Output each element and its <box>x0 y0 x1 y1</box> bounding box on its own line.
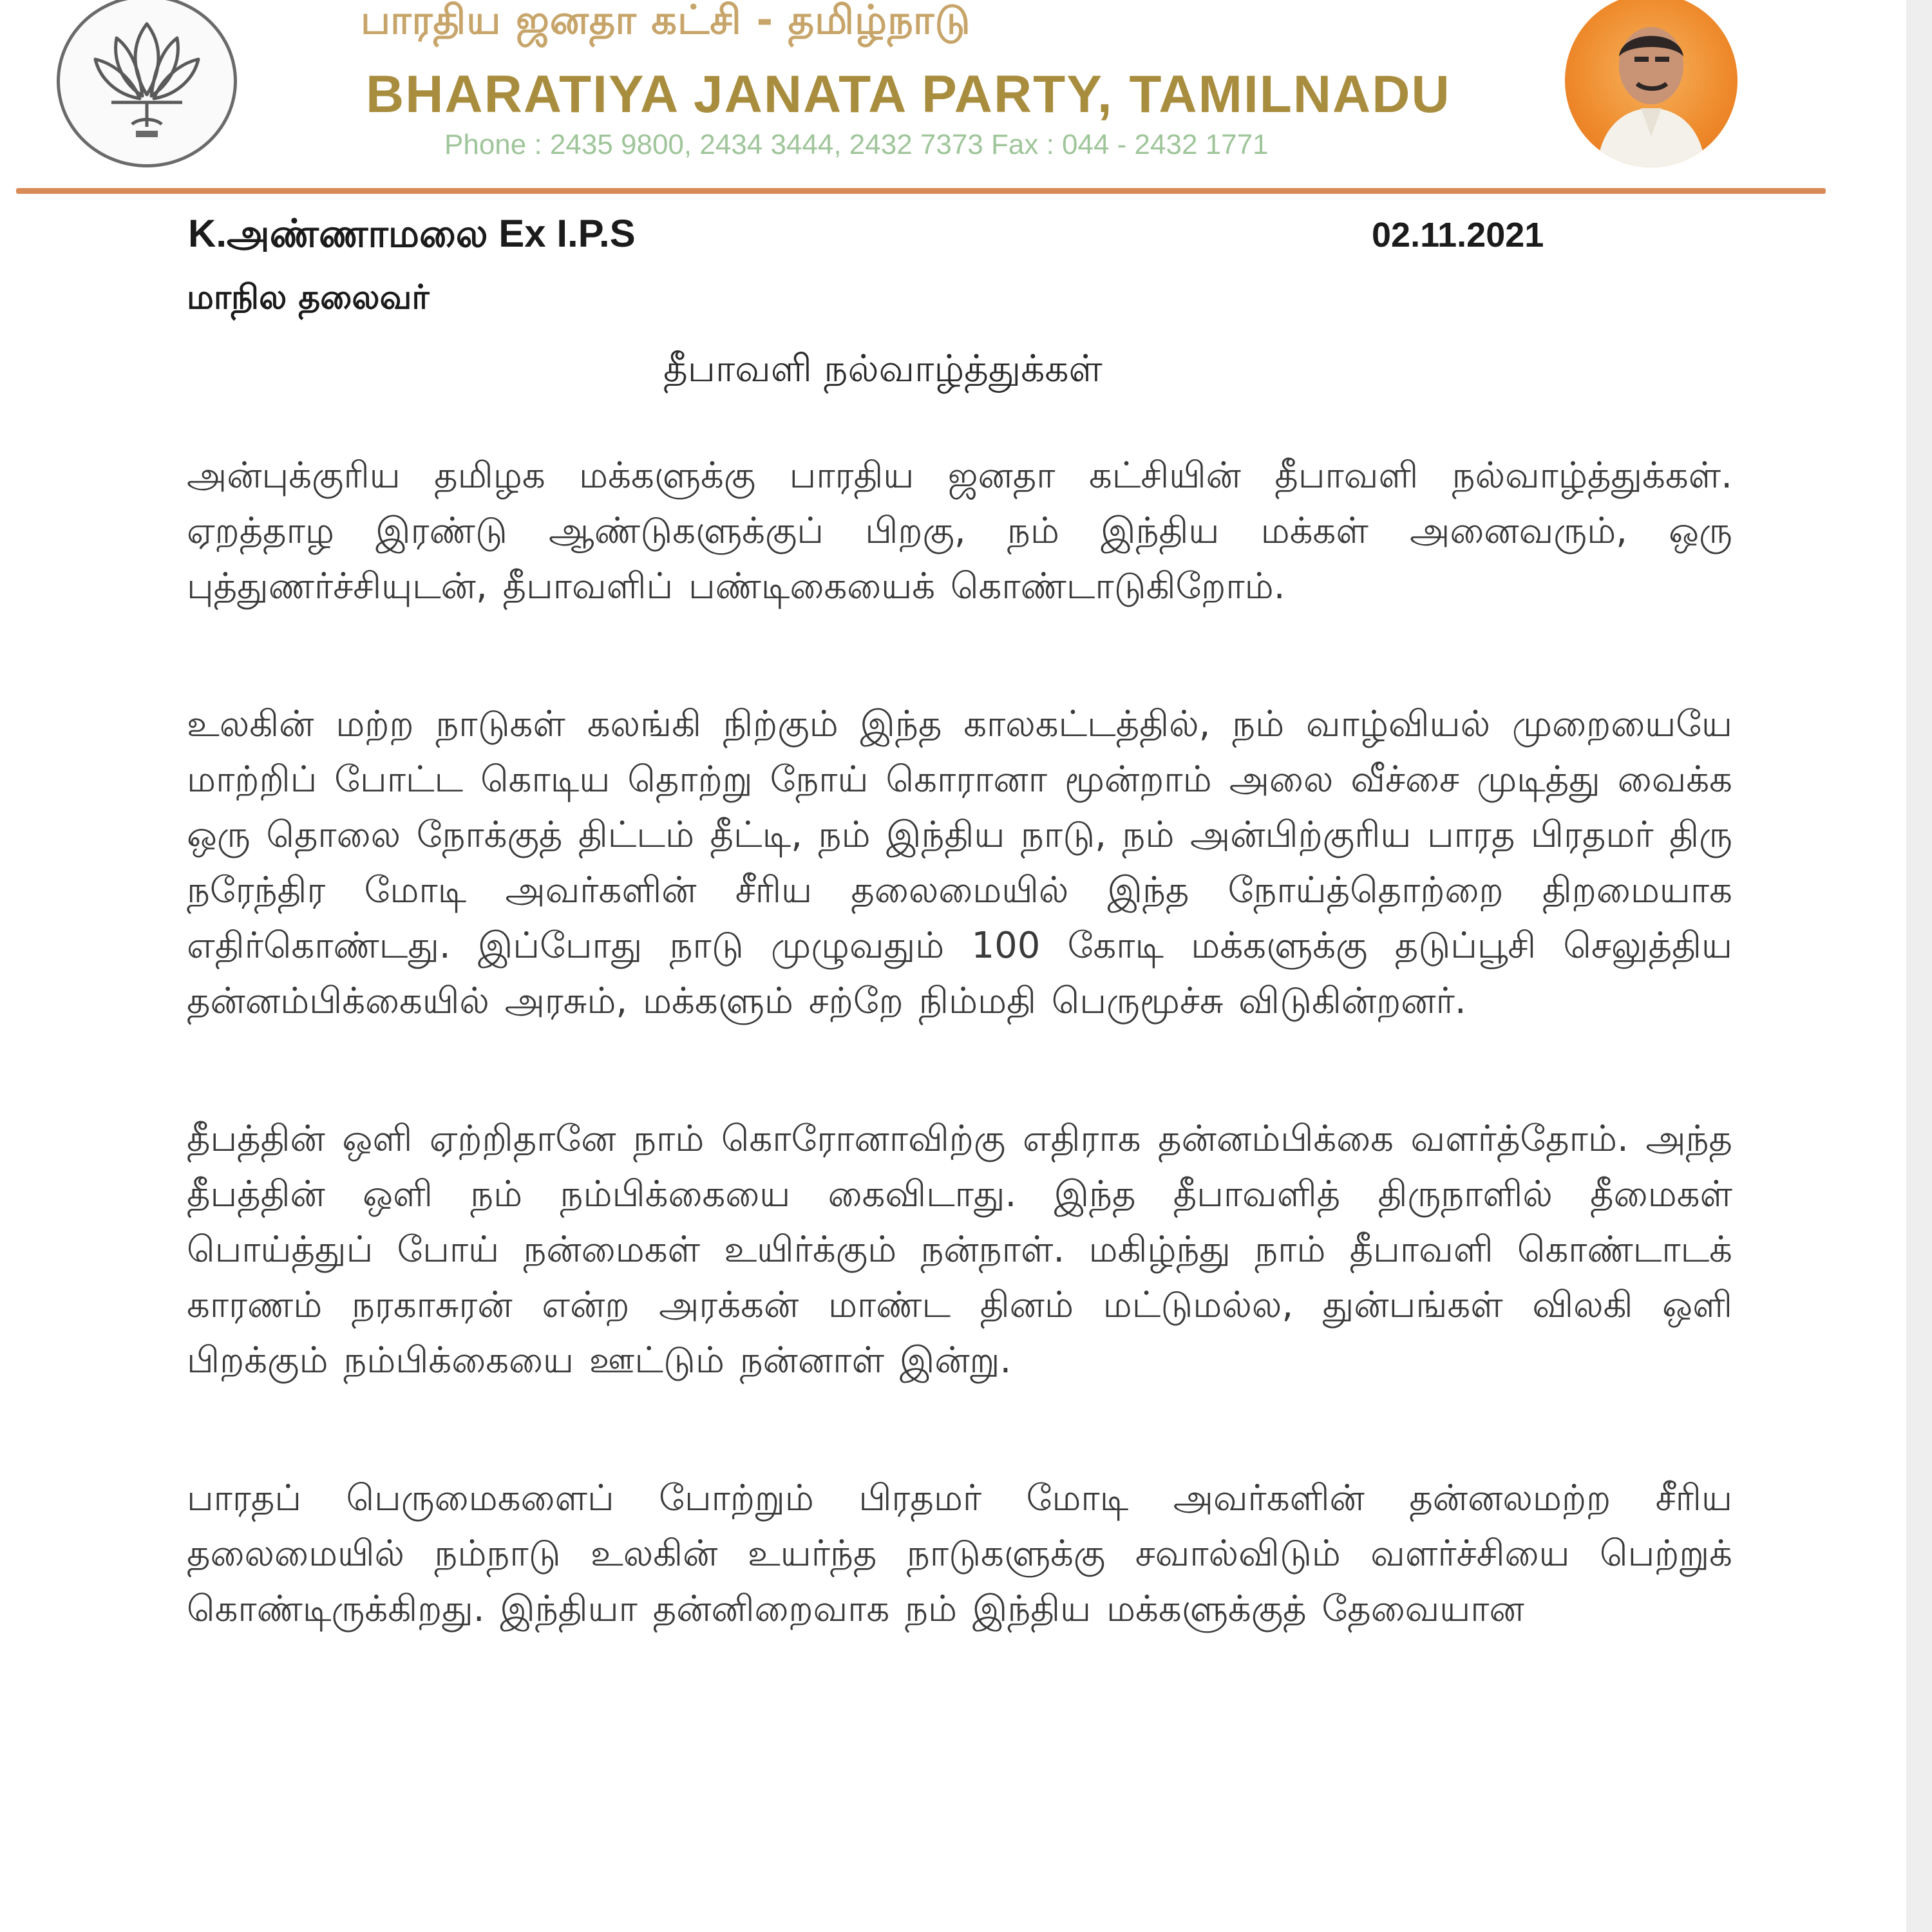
letter-title: தீபாவளி நல்வாழ்த்துக்கள் <box>663 346 1103 390</box>
body-paragraph: உலகின் மற்ற நாடுகள் கலங்கி நிற்கும் இந்த காலகட்டத்தில், நம் வாழ்வியல் முறையையே மாற்றிப் போட்ட கொடிய தொற்று நோய் கொரானா மூன்றாம் அலை வீச்சை முடித்து வைக்க ஒரு தொலை நோக்குத் திட்டம் தீட்டி, நம் இந்திய நாடு, நம் அன்பிற்குரிய பாரத பிரதமர் திரு நரேந்திர மோடி அவர்களின் சீரிய தலைமையில் இந்த நோய்த்தொற்றை திறமையாக எதிர்கொண்டது. இப்போது நாடு முழுவதும் 100 கோடி மக்களுக்கு தடுப்பூசி செலுத்திய தன்னம்பிக்கையில் அரசும், மக்களும் சற்றே நிம்மதி பெருமூச்சு விடுகின்றனர். <box>187 703 1733 1022</box>
header-divider <box>16 188 1826 194</box>
page-margin <box>1906 0 1932 1932</box>
body-paragraph: தீபத்தின் ஒளி ஏற்றிதானே நாம் கொரோனாவிற்கு எதிராக தன்னம்பிக்கை வளர்த்தோம். அந்த தீபத்தின் ஒளி நம் நம்பிக்கையை கைவிடாது. இந்த தீபாவளித் திருநாளில் தீமைகள் பொய்த்துப் போய் நன்மைகள் உயிர்க்கும் நன்நாள். மகிழ்ந்து நாம் தீபாவளி கொண்டாடக் காரணம் நரகாசுரன் என்ற அரக்கன் மாண்ட தினம் மட்டுமல்ல, துன்பங்கள் விலகி ஒளி பிறக்கும் நம்பிக்கையை ஊட்டும் நன்னாள் இன்று. <box>187 1118 1732 1381</box>
body-paragraph: அன்புக்குரிய தமிழக மக்களுக்கு பாரதிய ஜனதா கட்சியின் தீபாவளி நல்வாழ்த்துக்கள். ஏறத்தாழ இரண்டு ஆண்டுகளுக்குப் பிறகு, நம் இந்திய மக்கள் அனைவரும், ஒரு புத்துணர்ச்சியுடன், தீபாவளிப் பண்டிகையைக் கொண்டாடுகிறோம். <box>187 455 1732 607</box>
sender-name: K.அண்ணாமலை Ex I.P.S <box>188 212 636 255</box>
letter-body <box>187 448 1732 1719</box>
body-paragraph: பாரதப் பெருமைகளைப் போற்றும் பிரதமர் மோடி அவர்களின் தன்னலமற்ற சீரிய தலைமையில் நம்நாடு உலகின் உயர்ந்த நாடுகளுக்கு சவால்விடும் வளர்ச்சியை பெற்றுக் கொண்டிருக்கிறது. இந்தியா தன்னிறைவாக நம் இந்திய மக்களுக்குத் தேவையான <box>187 1477 1732 1630</box>
lotus-logo-icon <box>57 0 237 167</box>
contact-line: Phone : 2435 9800, 2434 3444, 2432 7373 Fax : 044 - 2432 1771 <box>444 129 1269 160</box>
sender-role: மாநில தலைவர் <box>187 278 430 317</box>
leader-portrait-icon <box>1565 0 1738 167</box>
party-name-english: BHARATIYA JANATA PARTY, TAMILNADU <box>366 65 1451 124</box>
letter-date: 02.11.2021 <box>1372 216 1544 254</box>
party-name-tamil: பாரதிய ஜனதா கட்சி - தமிழ்நாடு <box>361 0 971 43</box>
